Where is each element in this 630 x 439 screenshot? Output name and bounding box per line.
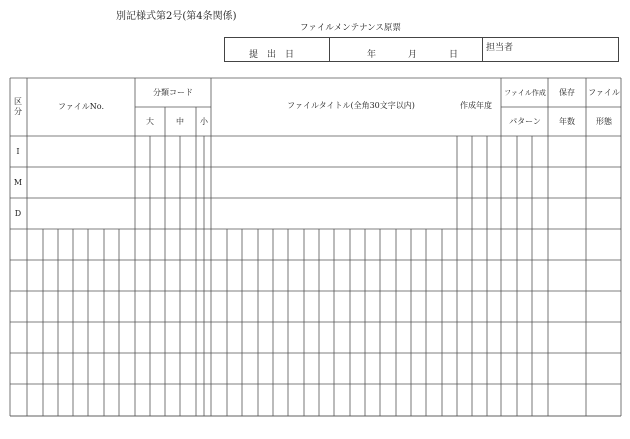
submitted-label: 提 出 日 [249,50,295,60]
row-label-i: I [16,147,20,156]
col-category: 分類コード [153,88,193,97]
col-retention-bottom: 年数 [559,117,575,126]
row-label-m: M [13,178,23,187]
col-file-title: ファイルタイトル(全角30文字以内) [287,101,415,110]
col-format-bottom: 形態 [596,117,612,126]
form-title: ファイルメンテナンス原票 [300,23,401,33]
person-in-charge-label: 担当者 [486,43,514,53]
col-category-medium: 中 [176,117,184,126]
col-kubun-bottom: 分 [14,107,22,116]
col-kubun-top: 区 [14,97,22,106]
col-category-large: 大 [146,117,154,126]
col-pattern-top: ファイル作成 [504,89,546,97]
col-file-no: ファイルNo. [57,102,105,111]
date-day-label: 日 [449,50,459,60]
col-category-small: 小 [200,117,208,126]
col-year: 作成年度 [460,101,492,110]
date-month-label: 月 [408,50,418,60]
col-format-top: ファイル [588,88,620,97]
col-pattern-bottom: パターン [509,117,541,126]
row-label-d: D [14,209,22,218]
form-label: 別記様式第2号(第4条関係) [116,11,237,22]
date-year-label: 年 [367,50,377,60]
col-retention-top: 保存 [559,88,575,97]
